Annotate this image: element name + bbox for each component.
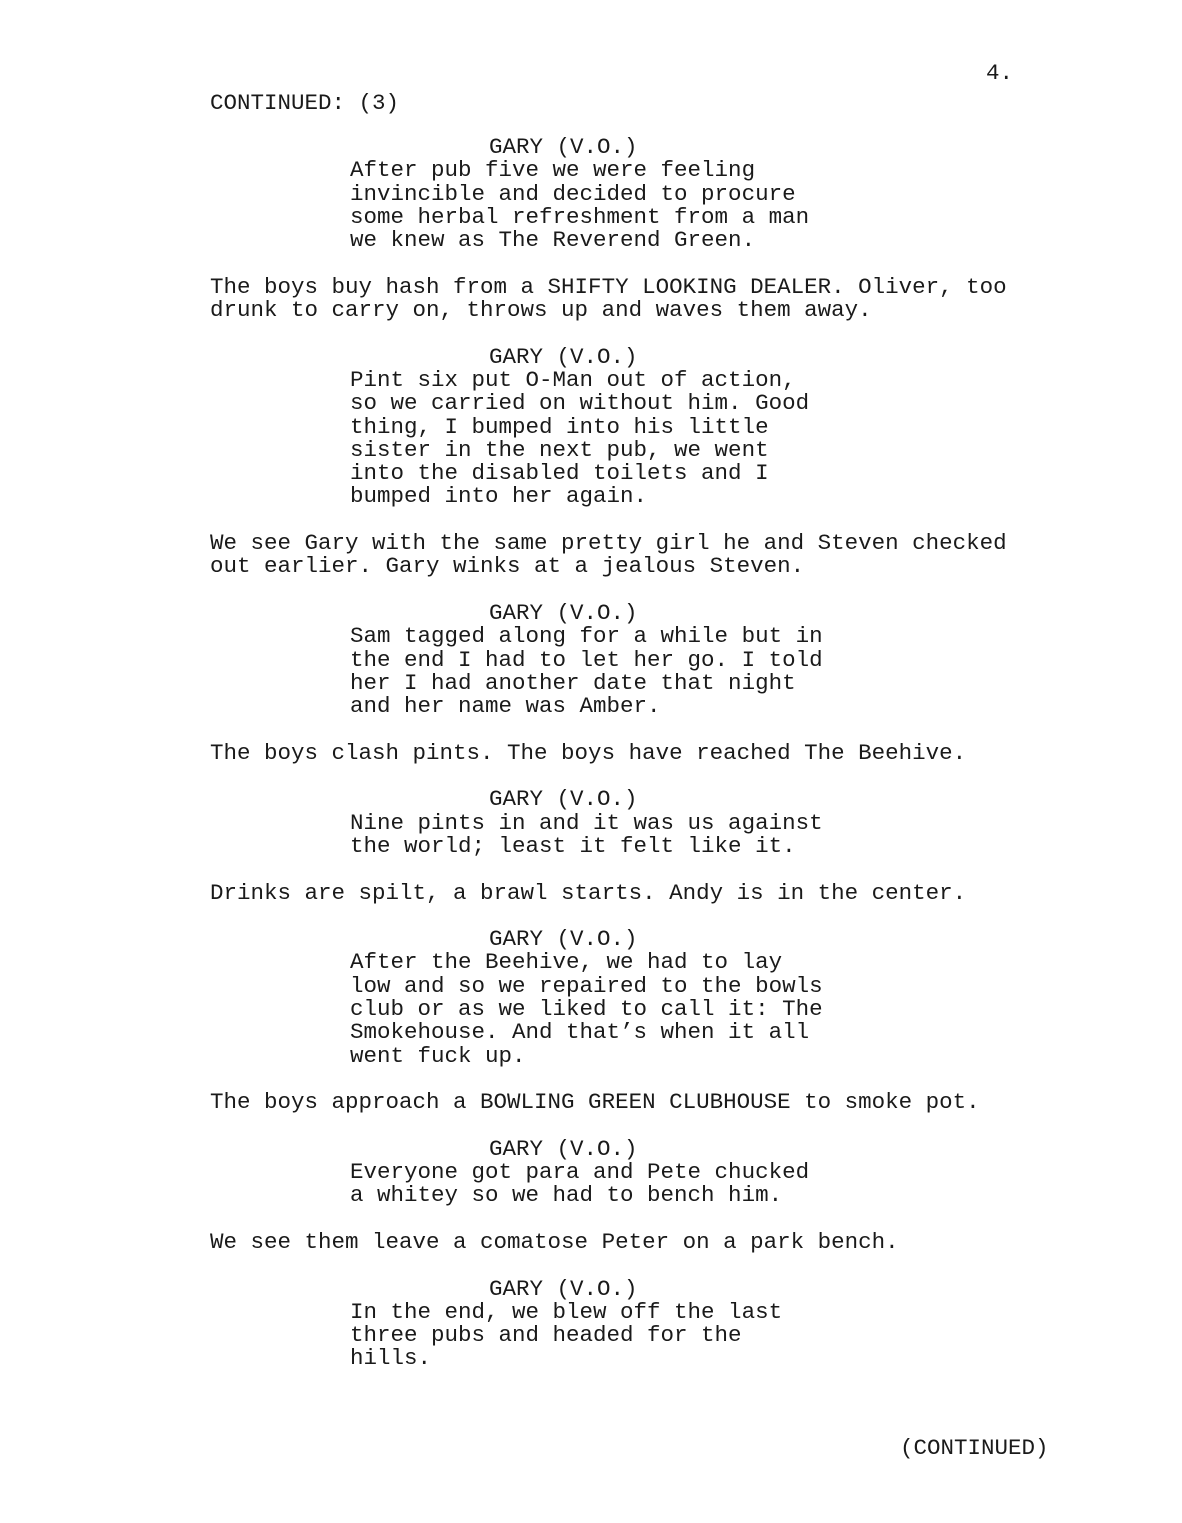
action-block — [210, 879, 1070, 906]
dialogue-text: In the end, we blew off the last three pubs and headed for the hills. — [350, 1298, 783, 1372]
action-text: We see Gary with the same pretty girl he and Steven checked out earlier. Gary winks at a jealous Steven. — [210, 530, 1007, 580]
action-block — [210, 739, 1070, 766]
dialogue-text: Nine pints in and it was us against the world; least it felt like it. — [350, 809, 823, 859]
character-name: GARY (V.O.) — [489, 599, 638, 626]
dialogue-block — [210, 599, 1070, 720]
dialogue-block — [210, 1275, 1070, 1372]
action-text: The boys buy hash from a SHIFTY LOOKING DEALER. Oliver, too drunk to carry on, throws up and waves them away. — [210, 273, 1007, 324]
action-block — [210, 273, 1070, 324]
action-text: We see them leave a comatose Peter on a park bench. — [210, 1228, 899, 1255]
continued-header: CONTINUED: (3) — [210, 90, 400, 116]
dialogue-text: After pub five we were feeling invincible and decided to procure some herbal refreshment from a man we knew as The Reverend Green. — [350, 157, 810, 254]
character-name: GARY (V.O.) — [489, 343, 638, 370]
character-name: GARY (V.O.) — [489, 926, 638, 953]
action-text: The boys clash pints. The boys have reached The Beehive. — [210, 739, 967, 766]
character-name: GARY (V.O.) — [489, 1275, 638, 1302]
action-block — [210, 1091, 1070, 1114]
dialogue-block — [210, 136, 1070, 252]
character-name: GARY (V.O.) — [489, 1135, 638, 1162]
dialogue-text: Sam tagged along for a while but in the end I had to let her go. I told her I had another date that night and her name was Amber. — [350, 623, 823, 720]
action-text: The boys approach a BOWLING GREEN CLUBHOUSE to smoke pot. — [210, 1089, 980, 1116]
character-name: GARY (V.O.) — [489, 134, 638, 160]
dialogue-block — [210, 928, 1070, 1068]
character-name: GARY (V.O.) — [489, 786, 638, 813]
action-block — [210, 532, 1070, 579]
dialogue-text: Everyone got para and Pete chucked a whitey so we had to bench him. — [350, 1159, 810, 1209]
dialogue-block — [210, 1135, 1070, 1209]
dialogue-text: Pint six put O-Man out of action, so we carried on without him. Good thing, I bumped into his little sister in the next pub, we went into the disabled toilets and I bumped into her again. — [350, 366, 810, 510]
continued-footer: (CONTINUED) — [900, 1435, 1049, 1461]
page-number: 4. — [986, 60, 1014, 86]
script-body — [210, 136, 1070, 1394]
dialogue-text: After the Beehive, we had to lay low and so we repaired to the bowls club or as we liked to call it: The Smokehouse. And that’s when it all went fuck up. — [350, 949, 823, 1069]
action-block — [210, 1228, 1070, 1255]
dialogue-block — [210, 343, 1070, 510]
action-text: Drinks are spilt, a brawl starts. Andy is in the center. — [210, 879, 967, 906]
dialogue-block — [210, 788, 1070, 858]
